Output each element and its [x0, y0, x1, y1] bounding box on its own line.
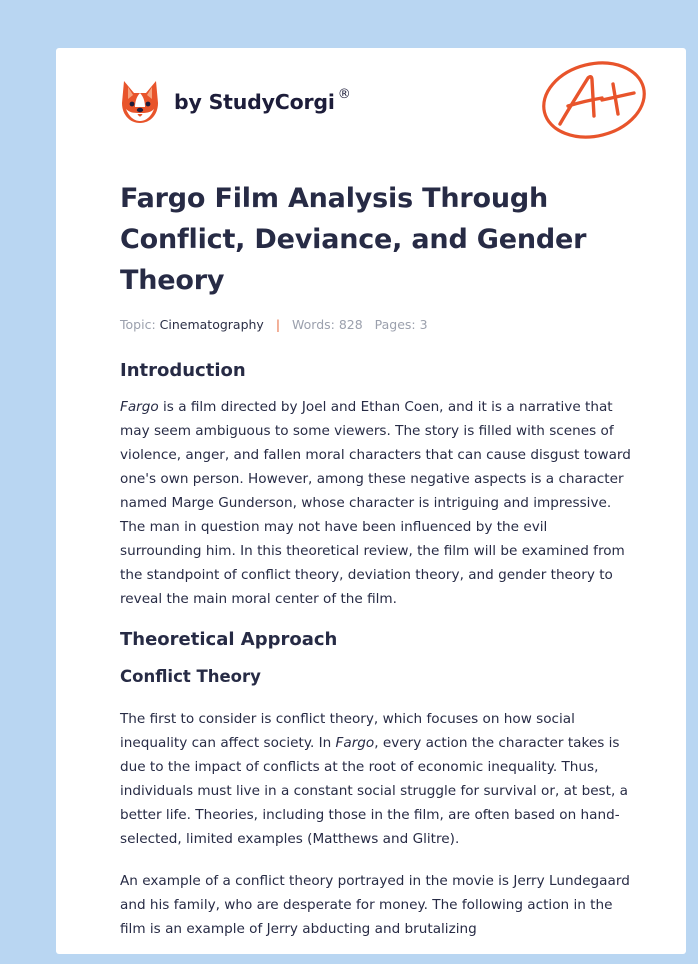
pages-label: Pages:: [374, 317, 416, 332]
essay-content: [120, 178, 632, 941]
film-title-italic: Fargo: [335, 735, 375, 751]
topic-link[interactable]: Cinematography: [159, 317, 264, 332]
a-plus-icon: [538, 58, 658, 142]
theoretical-approach-heading: Theoretical Approach: [120, 629, 338, 650]
topic-label: Topic:: [120, 317, 156, 332]
film-title-italic: Fargo: [120, 399, 159, 415]
introduction-paragraph: [120, 395, 632, 611]
document-page: [56, 48, 686, 954]
grade-badge: [538, 58, 658, 146]
conflict-p1-text-b: , every action the character takes is due to the impact of conflicts at the root of economic inequality. Thus, individuals must live in a constant social struggle for survival or, at best, a better life. Theories, including those in the film, are often based on hand-selected, limited examples (Matthews and Glitre).: [120, 735, 628, 847]
conflict-paragraph-2: An example of a conflict theory portrayed in the movie is Jerry Lundegaard and his family, who are desperate for money. The following action in the film is an example of Jerry abducting and brutalizing: [120, 873, 630, 937]
brand-name: [174, 87, 351, 114]
words-label: Words:: [292, 317, 335, 332]
introduction-text: is a film directed by Joel and Ethan Coen, and it is a narrative that may seem ambiguous to some viewers. The story is filled with scenes of violence, anger, and fallen moral characters that can cause disgust toward one's own person. However, among these negative aspects is a character named Marge Gunderson, whose character is intriguing and impressive. The man in question may not have been influenced by the evil surrounding him. In this theoretical review, the film will be examined from the standpoint of conflict theory, deviation theory, and gender theory to reveal the main moral center of the film.: [120, 399, 631, 607]
meta-separator: |: [275, 317, 281, 332]
essay-meta: [120, 317, 632, 333]
conflict-theory-heading: Conflict Theory: [120, 667, 261, 686]
words-count: 828: [338, 317, 363, 332]
conflict-p1-text-a: The first to consider is conflict theory, which focuses on how social inequality can affect society. In: [120, 711, 575, 751]
studycorgi-logo[interactable]: [120, 76, 351, 128]
pages-count: 3: [419, 317, 428, 332]
introduction-heading: Introduction: [120, 360, 246, 381]
brand-text: by StudyCorgi: [174, 90, 335, 114]
trademark-symbol: ®: [337, 87, 351, 103]
conflict-paragraph-1: [120, 707, 632, 851]
corgi-icon: [120, 79, 160, 125]
essay-title: Fargo Film Analysis Through Conflict, Deviance, and Gender Theory: [120, 183, 587, 296]
